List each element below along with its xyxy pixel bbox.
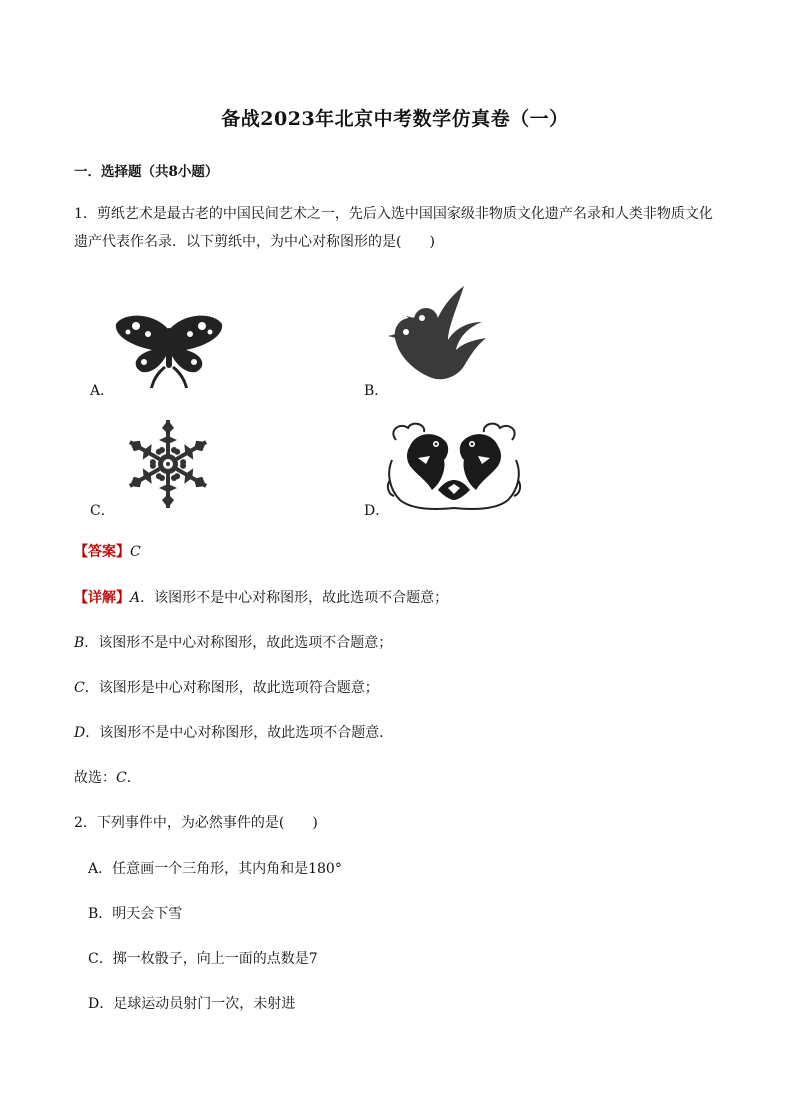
detail-c-text: ．该图形是中心对称图形，故此选项符合题意； <box>84 680 379 696</box>
detail-d-letter: D <box>74 725 86 741</box>
detail-line-b <box>74 632 392 652</box>
detail-b-text: ．该图形不是中心对称图形，故此选项不合题意； <box>84 635 393 651</box>
q2-option-a: A．任意画一个三角形，其内角和是180° <box>88 861 342 877</box>
swallow-papercut-icon <box>386 280 486 388</box>
q2-option-b: B．明天会下雪 <box>88 906 183 922</box>
q2-option-d: D．足球运动员射门一次，未射进 <box>88 996 296 1012</box>
detail-tag: 【详解】 <box>74 590 130 606</box>
option-c-label: C． <box>90 503 115 519</box>
option-d-label: D． <box>364 503 390 519</box>
question-1-stem: 1．剪纸艺术是最古老的中国民间艺术之一，先后入选中国国家级非物质文化遗产名录和人类非物质文化遗产代表作名录．以下剪纸中，为中心对称图形的是( ) <box>74 206 713 250</box>
section-heading: 一．选择题（共8小题） <box>74 164 219 180</box>
detail-d-text: ．该图形不是中心对称图形，故此选项不合题意． <box>85 725 394 741</box>
question-2-stem: 2．下列事件中，为必然事件的是( ) <box>74 815 318 831</box>
detail-a-letter: A <box>130 590 141 606</box>
detail-c-letter: C <box>74 680 85 696</box>
detail-line-c <box>74 677 379 697</box>
q2-option-c: C．掷一枚骰子，向上一面的点数是7 <box>88 951 318 967</box>
conclusion-line <box>74 767 141 787</box>
double-fish-papercut-icon <box>386 420 522 512</box>
option-b-label: B． <box>364 383 389 399</box>
conclusion-post: ． <box>126 770 141 786</box>
answer-tag: 【答案】 <box>74 544 130 560</box>
detail-b-letter: B <box>74 635 85 651</box>
answer-line <box>74 541 141 561</box>
conclusion-pre: 故选： <box>74 770 116 786</box>
detail-a-text: ．该图形不是中心对称图形，故此选项不合题意； <box>140 590 449 606</box>
detail-line-d <box>74 722 393 742</box>
option-a-label: A． <box>90 383 115 399</box>
answer-value: C <box>130 544 141 560</box>
butterfly-papercut-icon <box>114 310 224 390</box>
detail-line-a <box>74 587 448 607</box>
page-title: 备战2023年北京中考数学仿真卷（一） <box>221 108 569 130</box>
conclusion-letter: C <box>116 770 127 786</box>
snowflake-papercut-icon <box>118 418 218 510</box>
